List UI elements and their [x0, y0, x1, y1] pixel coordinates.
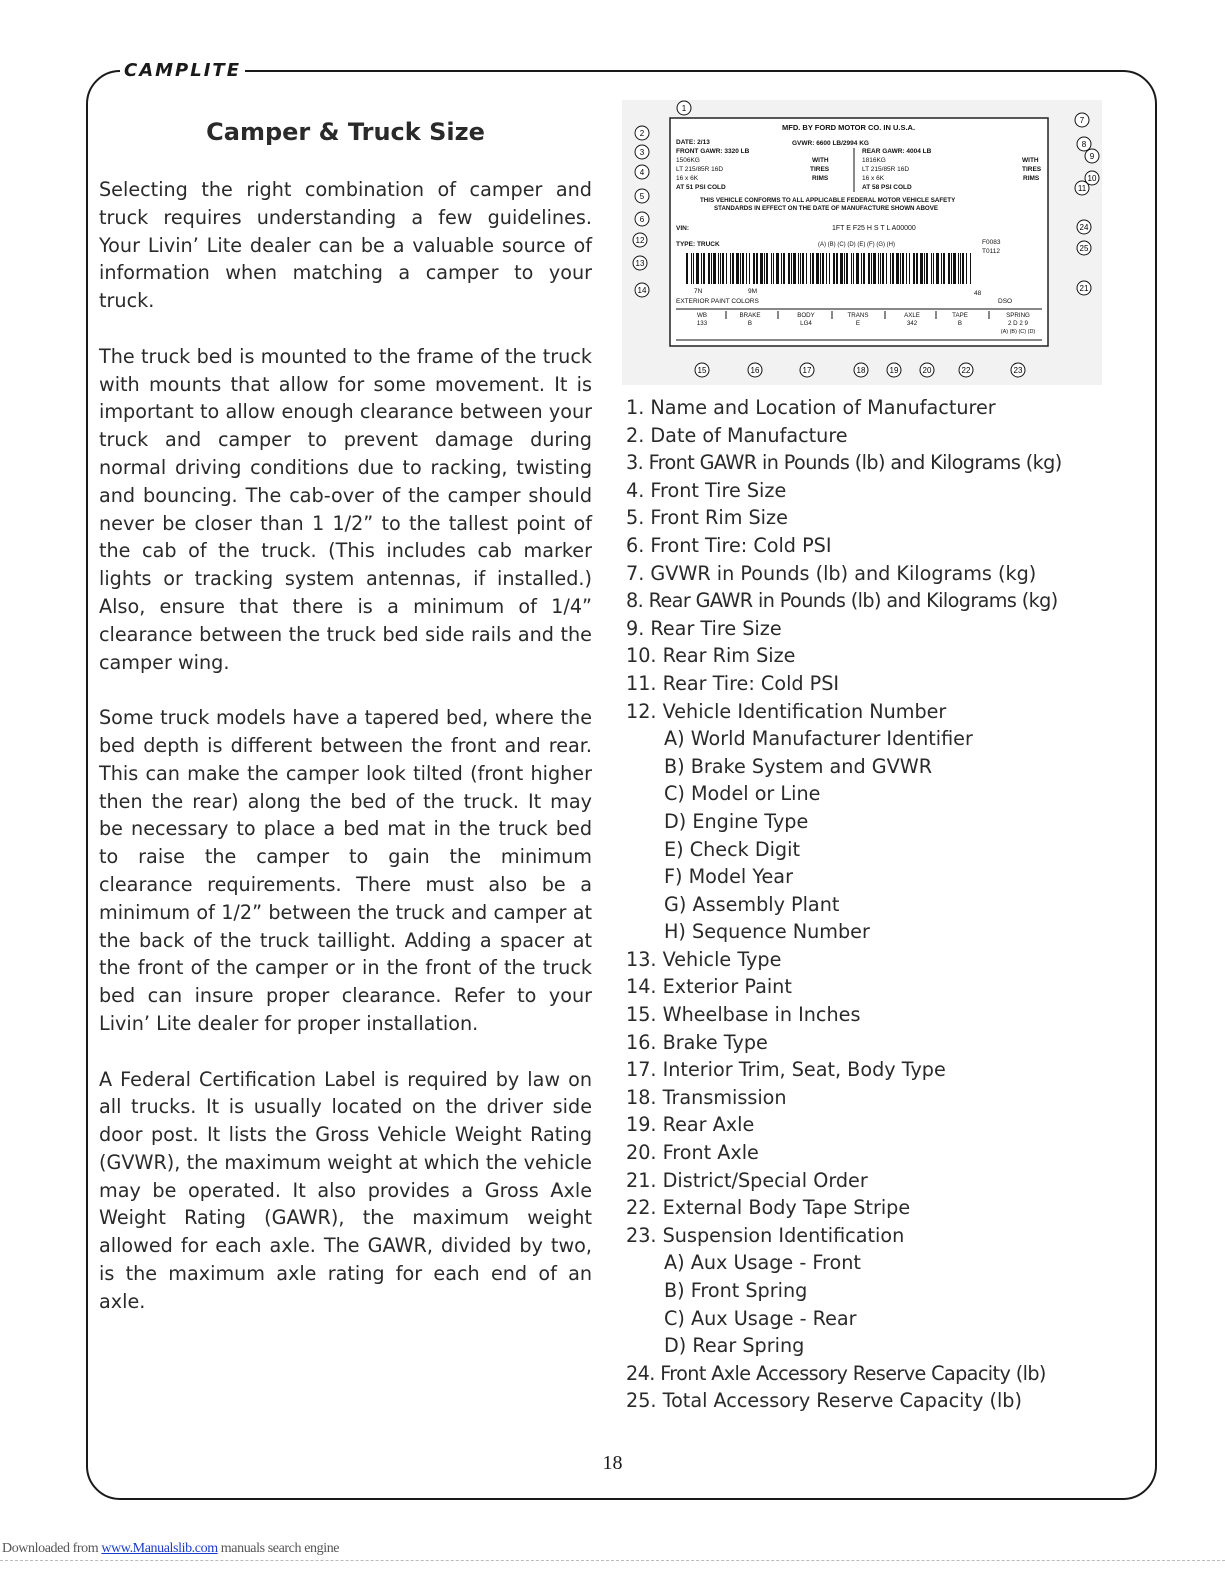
- barcode-bar: [953, 253, 956, 284]
- callout-number: 14: [637, 286, 647, 295]
- barcode-bar: [764, 253, 765, 284]
- list-item: B) Brake System and GVWR: [664, 754, 933, 778]
- list-item: D) Engine Type: [664, 809, 809, 833]
- label-tires: TIRES: [810, 166, 830, 173]
- barcode-bar: [960, 253, 961, 284]
- label-table-value: LG4: [800, 320, 812, 327]
- callout-number: 25: [1079, 244, 1089, 253]
- label-table-header: TAPE: [952, 312, 968, 319]
- barcode-bar: [943, 253, 945, 284]
- barcode-bar: [886, 253, 887, 284]
- callout-number: 3: [639, 148, 645, 157]
- list-item: 21. District/Special Order: [626, 1168, 868, 1192]
- barcode-bar: [732, 253, 734, 284]
- list-item: 11. Rear Tire: Cold PSI: [626, 671, 840, 695]
- list-item: 13. Vehicle Type: [626, 947, 782, 971]
- callout-number: 1: [681, 104, 687, 113]
- page-number: 18: [602, 1452, 623, 1474]
- label-conform-2: STANDARDS IN EFFECT ON THE DATE OF MANUFACTURE SHOWN ABOVE: [714, 205, 939, 212]
- label-manufacturer: MFD. BY FORD MOTOR CO. IN U.S.A.: [782, 123, 916, 132]
- label-dso: DSO: [998, 298, 1013, 305]
- list-item: 17. Interior Trim, Seat, Body Type: [626, 1058, 946, 1082]
- label-rear-rim: 16 x 6K: [862, 175, 885, 182]
- barcode-bar: [736, 253, 739, 284]
- barcode-bar: [826, 253, 827, 284]
- callout-number: 7: [1079, 116, 1085, 125]
- label-table-header: SPRING: [1006, 312, 1030, 319]
- label-vin-letters: (A) (B) (C) (D) (E) (F) (G) (H): [818, 242, 895, 248]
- label-front-kg: 1506KG: [676, 157, 700, 164]
- barcode-bar: [958, 253, 959, 284]
- label-paint-2: 9M: [748, 288, 758, 295]
- barcode-bar: [868, 253, 870, 284]
- list-item: 23. Suspension Identification: [626, 1223, 905, 1247]
- callout-number: 24: [1079, 223, 1089, 232]
- label-table-header: AXLE: [904, 312, 920, 319]
- barcode-bar: [742, 253, 744, 284]
- callout-number: 22: [961, 366, 971, 375]
- paragraph-certification: A Federal Certification Label is required by law on all trucks. It is usually located on the driver side door post. It lists the Gross Vehicle Weight Rating (GVWR), the maximum weight at which the vehicle may be operated. It also provides a Gross Axle Weight Rating (GAWR), the maximum weight allowed for each axle. The GAWR, divided by two, is the maximum axle rating for each end of an axle.: [99, 1067, 592, 1313]
- barcode-bar: [853, 253, 854, 284]
- barcode-bar: [806, 253, 807, 284]
- label-rear-gawr: REAR GAWR: 4004 LB: [862, 148, 932, 155]
- label-table-value: 133: [696, 320, 708, 327]
- label-rims: RIMS: [812, 175, 829, 182]
- barcode-bar: [746, 253, 747, 284]
- barcode-bar: [713, 253, 716, 284]
- barcode-bar: [798, 253, 799, 284]
- list-item: G) Assembly Plant: [664, 892, 840, 916]
- barcode-bar: [861, 253, 862, 284]
- barcode-bar: [756, 253, 758, 284]
- list-item: E) Check Digit: [664, 837, 800, 861]
- barcode-bar: [920, 253, 923, 284]
- barcode-bar: [822, 253, 824, 284]
- barcode-bar: [696, 253, 699, 284]
- label-table-value: B: [957, 320, 963, 327]
- barcode-bar: [871, 253, 872, 284]
- list-item: 10. Rear Rim Size: [626, 644, 796, 668]
- barcode-bar: [931, 253, 932, 284]
- list-item: 9. Rear Tire Size: [626, 616, 782, 640]
- label-gvwr: GVWR: 6600 LB/2994 KG: [792, 140, 869, 147]
- list-item: 8. Rear GAWR in Pounds (lb) and Kilograms (kg): [626, 589, 1058, 613]
- callout-number: 21: [1079, 284, 1089, 293]
- list-item: 14. Exterior Paint: [626, 975, 792, 999]
- list-item: 4. Front Tire Size: [626, 478, 787, 502]
- barcode-bar: [926, 253, 928, 284]
- barcode-bar: [836, 253, 838, 284]
- barcode-bar: [749, 253, 750, 284]
- footer-prefix: Downloaded from: [2, 1541, 102, 1556]
- label-rear-kg: 1816KG: [862, 157, 886, 164]
- list-item: 22. External Body Tape Stripe: [626, 1196, 911, 1220]
- barcode-bar: [851, 253, 852, 284]
- callout-number: 9: [1089, 152, 1095, 161]
- label-table-header: WB: [697, 312, 707, 319]
- barcode-bar: [840, 253, 843, 284]
- callout-number: 10: [1087, 174, 1097, 183]
- label-with-rear: WITH: [1022, 157, 1039, 164]
- barcode-bar: [873, 253, 876, 284]
- barcode-bar: [962, 253, 964, 284]
- barcode-bar: [913, 253, 915, 284]
- certification-label-diagram: [622, 100, 1102, 385]
- list-item: 1. Name and Location of Manufacturer: [626, 396, 996, 419]
- list-item: F) Model Year: [664, 865, 793, 889]
- callout-number: 19: [889, 366, 899, 375]
- label-district: 48: [974, 290, 982, 297]
- list-item: H) Sequence Number: [664, 920, 870, 944]
- paragraph-tapered-bed: Some truck models have a tapered bed, where the bed depth is different between the front and rear. This can make the camper look tilted (front higher then the rear) along the bed of the truck. It may be necessary to place a bed mat in the truck bed to raise the camper to gain the minimum clearance requirements. There must also be a minimum of 1/2” between the truck and camper at the back of the truck taillight. Adding a spacer at the front of the camper or in the front of the truck bed can insure proper clearance. Refer to your Livin’ Lite dealer for proper installation.: [99, 706, 592, 1035]
- list-item: C) Aux Usage - Rear: [664, 1306, 857, 1330]
- barcode-bar: [766, 253, 768, 284]
- callout-number: 11: [1077, 184, 1087, 193]
- barcode-bar: [816, 253, 819, 284]
- barcode-bar: [703, 253, 705, 284]
- barcode-bar: [924, 253, 925, 284]
- label-paint-1: 7N: [694, 288, 703, 295]
- barcode-bar: [906, 253, 907, 284]
- label-type: TYPE: TRUCK: [676, 241, 720, 248]
- barcode-bar: [936, 253, 939, 284]
- barcode-bar: [890, 253, 891, 284]
- list-item: 12. Vehicle Identification Number: [626, 699, 947, 723]
- barcode-bar: [701, 253, 702, 284]
- label-rear-tire: LT 215/85R 16D: [862, 166, 910, 173]
- brand-header: CAMPLITE: [120, 60, 245, 81]
- list-item: 15. Wheelbase in Inches: [626, 1003, 861, 1027]
- barcode-bar: [781, 253, 782, 284]
- footer-divider: [0, 1560, 1225, 1561]
- list-item: C) Model or Line: [664, 782, 821, 806]
- barcode-bar: [970, 253, 971, 284]
- page-title: Camper & Truck Size: [206, 118, 485, 146]
- callout-number: 5: [639, 192, 645, 201]
- barcode-bar: [783, 253, 785, 284]
- barcode-bar: [810, 253, 811, 284]
- label-front-gawr: FRONT GAWR: 3320 LB: [676, 148, 750, 155]
- barcode-bar: [846, 253, 848, 284]
- barcode-bar: [711, 253, 712, 284]
- barcode-bar: [708, 253, 710, 284]
- barcode-bar: [718, 253, 719, 284]
- label-vin: VIN:: [676, 225, 689, 232]
- callout-number: 17: [802, 366, 812, 375]
- barcode-bar: [776, 253, 779, 284]
- barcode-bar: [941, 253, 942, 284]
- label-table-value: B: [747, 320, 753, 327]
- list-item: 25. Total Accessory Reserve Capacity (lb): [626, 1389, 1022, 1413]
- list-item: A) Aux Usage - Front: [664, 1251, 861, 1275]
- label-table-header: BODY: [797, 312, 815, 319]
- barcode-bar: [880, 253, 881, 284]
- label-table-value: 2 D 2 9: [1008, 320, 1028, 327]
- label-conform-1: THIS VEHICLE CONFORMS TO ALL APPLICABLE FEDERAL MOTOR VEHICLE SAFETY: [700, 197, 956, 204]
- barcode-bar: [882, 253, 884, 284]
- label-with: WITH: [812, 157, 829, 164]
- barcode-bar: [829, 253, 830, 284]
- label-date: DATE: 2/13: [676, 139, 710, 146]
- footer-link[interactable]: www.Manualslib.com: [101, 1541, 218, 1556]
- label-code-2: T0112: [982, 248, 1000, 255]
- label-table-value: 342: [906, 320, 918, 327]
- label-rear-psi: AT 58 PSI COLD: [862, 184, 912, 191]
- list-item: D) Rear Spring: [664, 1334, 805, 1358]
- barcode-bar: [951, 253, 952, 284]
- barcode-bar: [686, 253, 688, 284]
- barcode-bar: [878, 253, 879, 284]
- callout-number: 4: [639, 168, 645, 177]
- list-item: 3. Front GAWR in Pounds (lb) and Kilograms (kg): [626, 451, 1062, 475]
- callout-number: 2: [639, 129, 645, 138]
- callout-number: 15: [697, 366, 707, 375]
- barcode-bar: [900, 253, 901, 284]
- callout-number: 23: [1013, 366, 1023, 375]
- paragraph-truck-bed: The truck bed is mounted to the frame of the truck with mounts that allow for some movement. It is important to allow enough clearance between your truck and camper to prevent damage during normal driving conditions due to racking, twisting and bouncing. The cab-over of the camper should never be closer than 1 1/2” to the tallest point of the cab of the truck. (This includes cab marker lights or tracking system antennas, if installed.) Also, ensure that there is a minimum of 1/4” clearance between the truck bed side rails and the camper wing.: [99, 344, 592, 674]
- barcode-bar: [812, 253, 814, 284]
- label-table-header: TRANS: [847, 312, 869, 319]
- callout-number: 20: [922, 366, 932, 375]
- callout-number: 12: [635, 236, 645, 245]
- barcode-bar: [791, 253, 792, 284]
- barcode-bar: [788, 253, 790, 284]
- barcode-bar: [722, 253, 724, 284]
- label-front-psi: AT 51 PSI COLD: [676, 184, 726, 191]
- barcode-bar: [771, 253, 772, 284]
- label-front-tire: LT 215/85R 16D: [676, 166, 724, 173]
- list-item: 18. Transmission: [626, 1085, 787, 1109]
- barcode-bar: [730, 253, 731, 284]
- callout-number: 13: [635, 259, 645, 268]
- barcode-bar: [856, 253, 859, 284]
- list-item: 19. Rear Axle: [626, 1113, 755, 1137]
- barcode-bar: [863, 253, 865, 284]
- list-item: 7. GVWR in Pounds (lb) and Kilograms (kg): [626, 561, 1037, 585]
- body-text: [99, 176, 592, 1343]
- barcode-bar: [802, 253, 804, 284]
- barcode-bar: [909, 253, 910, 284]
- barcode-bar: [740, 253, 741, 284]
- list-item: B) Front Spring: [664, 1279, 808, 1302]
- barcode-bar: [753, 253, 755, 284]
- barcode-bar: [773, 253, 774, 284]
- barcode-bar: [820, 253, 821, 284]
- footer-download-note: [2, 1541, 339, 1557]
- list-item: 2. Date of Manufacture: [626, 423, 848, 447]
- barcode-bar: [800, 253, 801, 284]
- callout-number: 8: [1081, 140, 1087, 149]
- label-paint-label: EXTERIOR PAINT COLORS: [676, 298, 759, 305]
- barcode-bar: [916, 253, 918, 284]
- label-table-header: BRAKE: [739, 312, 761, 319]
- list-item: 16. Brake Type: [626, 1030, 768, 1054]
- list-item: 20. Front Axle: [626, 1141, 759, 1165]
- barcode-bar: [892, 253, 894, 284]
- barcode-bar: [844, 253, 845, 284]
- list-item: A) World Manufacturer Identifier: [664, 727, 973, 751]
- label-legend-list: [626, 394, 1146, 1415]
- barcode-bar: [896, 253, 899, 284]
- barcode-bar: [833, 253, 835, 284]
- barcode-bar: [948, 253, 950, 284]
- barcode-bar: [933, 253, 934, 284]
- label-front-rim: 16 x 6K: [676, 175, 699, 182]
- barcode-bar: [693, 253, 694, 284]
- footer-suffix: manuals search engine: [217, 1541, 340, 1556]
- list-item: 24. Front Axle Accessory Reserve Capacity (lb): [626, 1361, 1046, 1385]
- callout-number: 6: [639, 215, 645, 224]
- barcode-bar: [720, 253, 721, 284]
- callout-number: 16: [750, 366, 760, 375]
- barcode-bar: [726, 253, 727, 284]
- label-tires-rear: TIRES: [1022, 166, 1042, 173]
- callout-number: 18: [856, 366, 866, 375]
- barcode-bar: [760, 253, 763, 284]
- label-spring-letters: (A) (B) (C) (D): [1000, 329, 1036, 335]
- label-vin-value: 1FT E F25 H S T L A00000: [832, 225, 916, 232]
- label-table-value: E: [855, 320, 861, 327]
- label-code-1: F0083: [982, 239, 1001, 246]
- barcode-bar: [902, 253, 904, 284]
- paragraph-intro: Selecting the right combination of camper and truck requires understanding a few guidelines. Your Livin’ Lite dealer can be a valuable source of information when matching a camper to your truck.: [99, 178, 592, 313]
- label-rims-rear: RIMS: [1023, 175, 1040, 182]
- barcode-bar: [793, 253, 796, 284]
- barcode-bar: [691, 253, 692, 284]
- list-item: 5. Front Rim Size: [626, 506, 788, 530]
- barcode-bar: [966, 253, 967, 284]
- list-item: 6. Front Tire: Cold PSI: [626, 533, 832, 557]
